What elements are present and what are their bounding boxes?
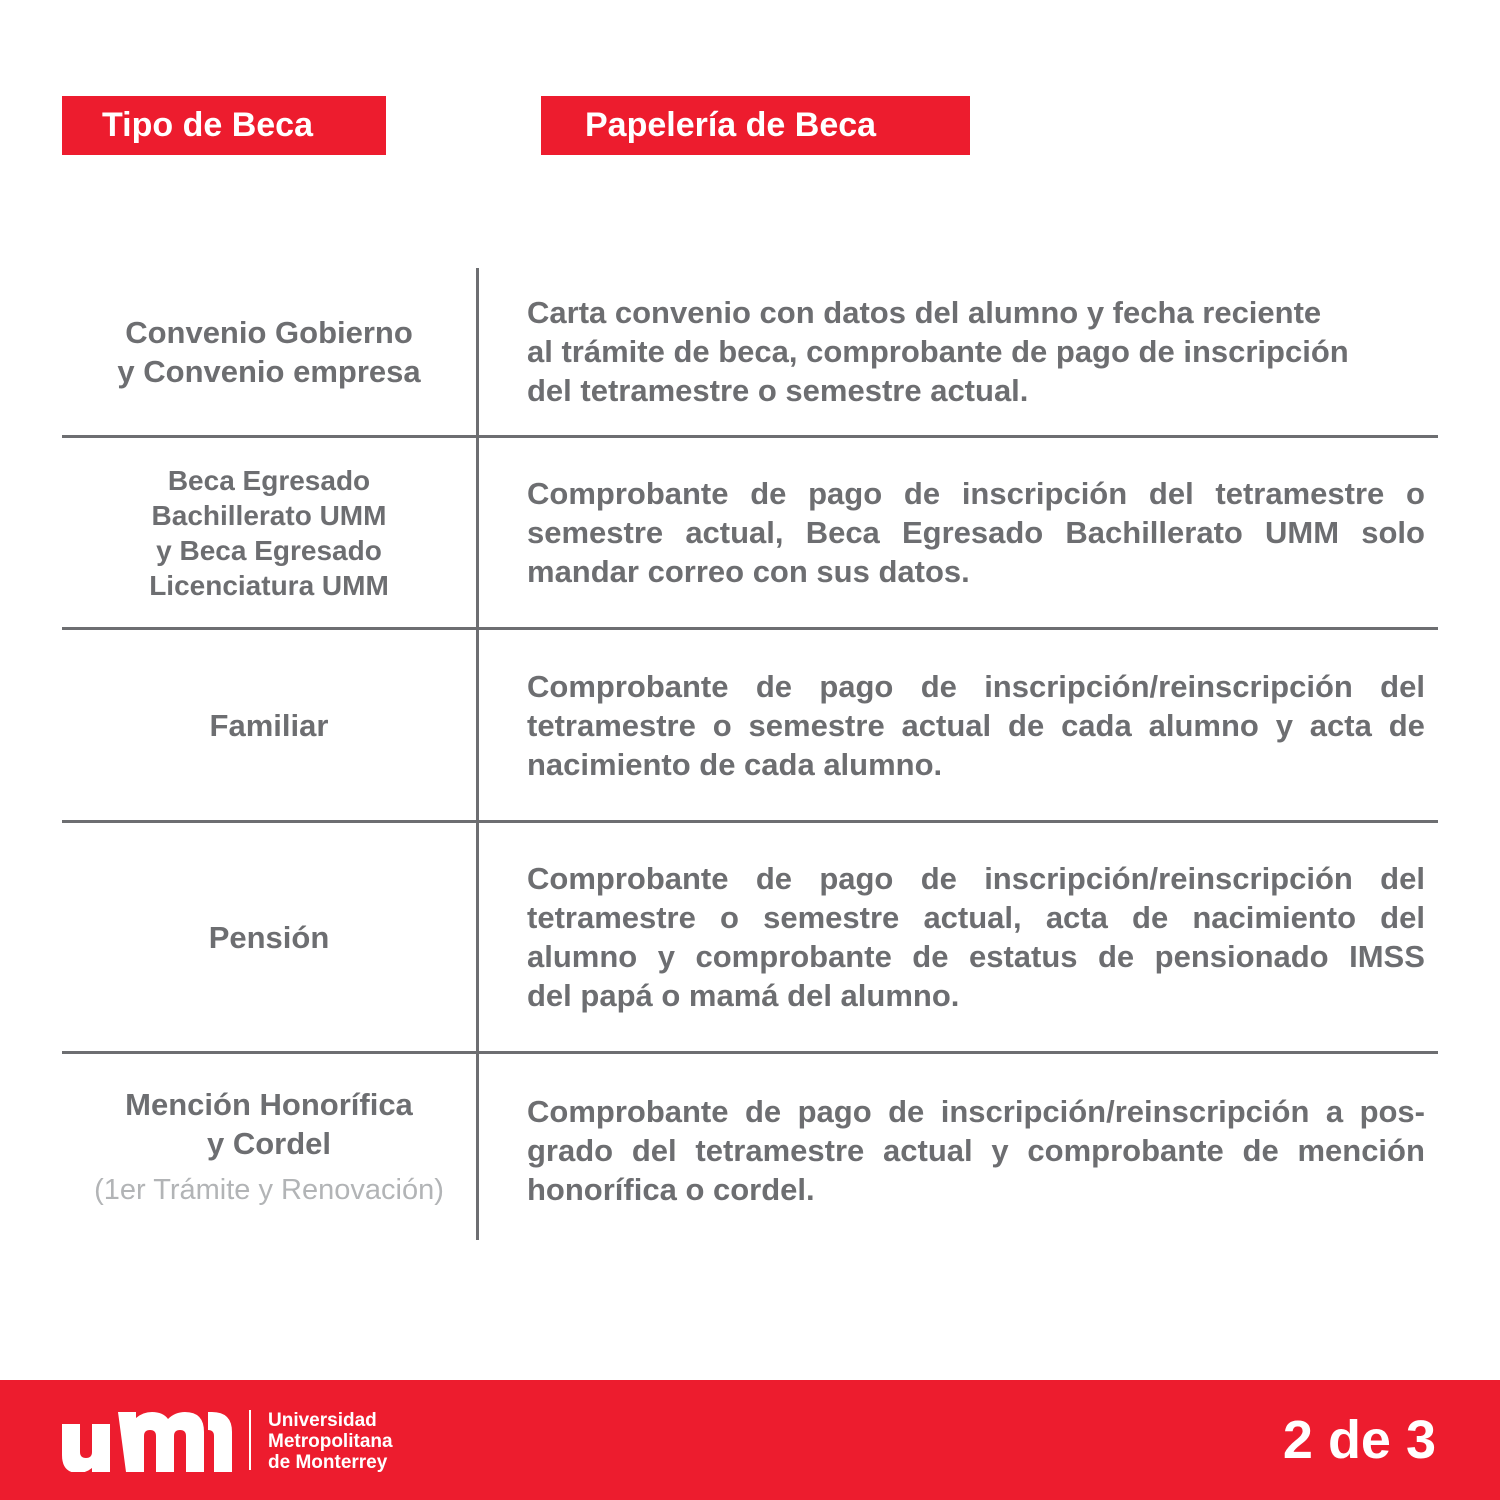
university-name-line: Metropolitana [268, 1431, 393, 1452]
doc-line: del papá o mamá del alumno. [527, 978, 960, 1013]
doc-line: tetramestre o semestre actual de cada alumno y acta de [527, 707, 1425, 743]
beca-docs-egresado [527, 438, 1425, 627]
papeleria-de-beca-header: Papelería de Beca [541, 96, 970, 155]
beca-type-line: Beca Egresado [167, 464, 371, 496]
beca-type-mencion [62, 1054, 476, 1240]
beca-type-line: Mención Honorífica [125, 1086, 413, 1122]
doc-line: alumno y comprobante de estatus de pensionado IMSS [527, 939, 1425, 974]
doc-line: semestre actual, Beca Egresado Bachillerato UMM solo [527, 515, 1425, 550]
beca-docs-pension [527, 823, 1425, 1051]
doc-line: Carta convenio con datos del alumno y fecha reciente [527, 295, 1322, 330]
doc-line: Comprobante de pago de inscripción/reinscripción del [527, 668, 1425, 704]
footer-bar [0, 1380, 1500, 1500]
doc-line: mandar correo con sus datos. [527, 554, 970, 589]
beca-type-pension [62, 823, 476, 1051]
doc-line: nacimiento de cada alumno. [527, 746, 943, 782]
beca-type-line: Bachillerato UMM [151, 499, 387, 531]
beca-docs-familiar [527, 630, 1425, 820]
page-indicator: 2 de 3 [1282, 1410, 1436, 1470]
beca-docs-mencion [527, 1054, 1425, 1240]
beca-type-line: y Cordel [206, 1125, 332, 1161]
umm-logo-mark [62, 1412, 232, 1472]
doc-line: Comprobante de pago de inscripción/reinscripción a pos- [527, 1094, 1425, 1129]
doc-line: honorífica o cordel. [527, 1172, 815, 1207]
beca-type-line: y Beca Egresado [156, 534, 382, 566]
university-name-line: de Monterrey [268, 1452, 388, 1473]
beca-type-egresado [62, 438, 476, 627]
tipo-de-beca-header: Tipo de Beca [62, 96, 386, 155]
doc-line: del tetramestre o semestre actual. [527, 373, 1029, 408]
doc-line: Comprobante de pago de inscripción/reinscripción del [527, 861, 1425, 896]
column-divider [476, 268, 479, 1240]
university-name-line: Universidad [268, 1410, 377, 1431]
doc-line: Comprobante de pago de inscripción del tetramestre o [527, 476, 1425, 511]
university-name [268, 1410, 393, 1473]
doc-line: tetramestre o semestre actual, acta de nacimiento del [527, 900, 1425, 935]
beca-type-line: Licenciatura UMM [149, 569, 389, 601]
beca-docs-convenio [527, 268, 1425, 435]
doc-line: al trámite de beca, comprobante de pago de inscripción [527, 334, 1349, 369]
beca-type-line: Convenio Gobierno [125, 314, 413, 350]
beca-type-line: Familiar [209, 707, 329, 743]
beca-type-line: Pensión [208, 919, 330, 955]
doc-line: grado del tetramestre actual y comprobante de mención [527, 1133, 1425, 1168]
beca-type-note: (1er Trámite y Renovación) [94, 1173, 444, 1206]
beca-type-familiar [62, 630, 476, 820]
beca-type-line: y Convenio empresa [117, 353, 421, 389]
logo-divider [249, 1410, 251, 1470]
beca-type-convenio [62, 268, 476, 435]
